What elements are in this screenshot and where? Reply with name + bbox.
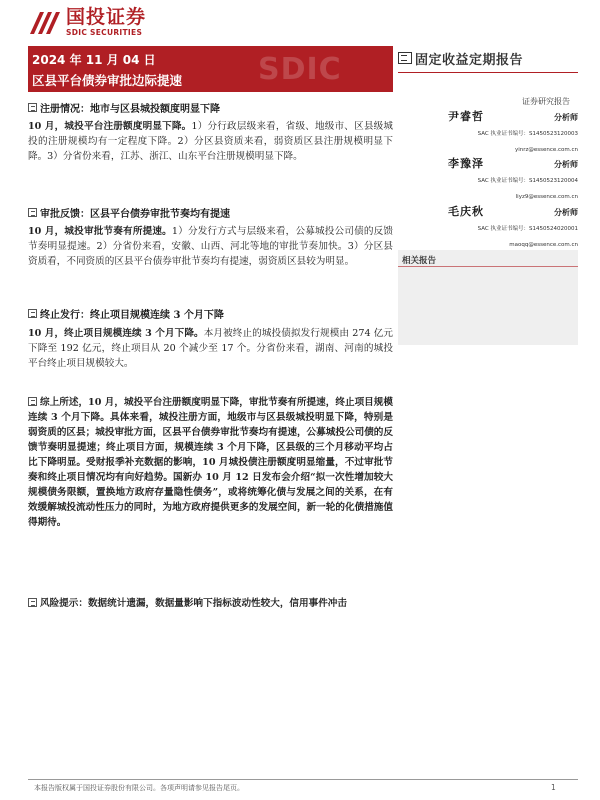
analyst-cert: SAC 执业证书编号：S1450523120004 <box>477 178 578 184</box>
analyst-name: 李豫泽 <box>448 157 484 170</box>
report-type-label: 固定收益定期报告 <box>415 52 524 68</box>
report-type-divider <box>398 72 578 73</box>
report-type-icon <box>398 52 412 64</box>
company-logo <box>28 7 198 37</box>
title-banner <box>28 46 393 92</box>
analyst-role: 分析师 <box>554 113 578 122</box>
risk-text: 风险提示：数据统计遗漏，数据量影响下指标波动性较大，信用事件冲击 <box>40 598 347 609</box>
analyst-card <box>448 108 578 153</box>
section-heading-text: 注册情况：地市与区县城投额度明显下降 <box>40 104 220 115</box>
paragraph-lead: 10 月，城投平台注册额度明显下降。 <box>28 121 192 132</box>
section-heading <box>28 100 220 115</box>
research-report-label: 证券研究报告 <box>522 97 570 106</box>
analyst-cert: SAC 执业证书编号：S1450523120003 <box>477 131 578 137</box>
paragraph-lead: 10 月，城投审批节奏有所提速。 <box>28 226 172 237</box>
section-heading-text: 审批反馈：区县平台债券审批节奏均有提速 <box>40 209 230 220</box>
analyst-role: 分析师 <box>554 160 578 169</box>
paragraph-body: 本月被终止的城投债拟发行规模由 274 亿元下降至 192 亿元，终止项目从 20 个减少至 17 个。分省份来看，湖南、河南的城投平台终止项目规模较大。 <box>28 328 393 369</box>
bullet-square-icon <box>28 598 37 607</box>
analyst-cert: SAC 执业证书编号：S1450524020001 <box>477 226 578 232</box>
analyst-email[interactable]: liyz9@essence.com.cn <box>515 194 578 200</box>
related-reports-title: 相关报告 <box>402 256 437 266</box>
section-paragraph <box>28 224 393 269</box>
section-paragraph <box>28 119 393 164</box>
summary-paragraph <box>28 395 393 530</box>
bullet-square-icon <box>28 397 37 406</box>
analyst-email[interactable]: yinrz@essence.com.cn <box>514 147 578 153</box>
bullet-square-icon <box>28 208 37 217</box>
section-heading-text: 终止发行：终止项目规模连续 3 个月下降 <box>40 310 224 321</box>
analyst-card <box>448 155 578 200</box>
analyst-name: 尹睿哲 <box>448 110 484 123</box>
banner-watermark: SDIC <box>258 52 342 87</box>
footer-disclaimer: 本报告版权属于国投证券股份有限公司。各项声明请参见报告尾页。 <box>34 784 244 792</box>
logo-chinese-name: 国投证券 <box>66 5 147 28</box>
section-paragraph <box>28 326 393 371</box>
report-type-header <box>398 46 578 70</box>
logo-english-name: SDIC SECURITIES <box>66 27 143 37</box>
related-reports-divider <box>398 266 578 267</box>
section-heading <box>28 306 224 321</box>
report-title: 区县平台债券审批边际提速 <box>32 73 183 88</box>
logo-mark-icon <box>28 8 62 36</box>
paragraph-lead: 10 月，终止项目规模连续 3 个月下降。 <box>28 328 204 339</box>
analyst-email[interactable]: maoqq@essence.com.cn <box>509 242 578 248</box>
analyst-name: 毛庆秋 <box>448 205 484 218</box>
summary-text: 综上所述，10 月，城投平台注册额度明显下降，审批节奏有所提速，终止项目规模连续 3 个月下降。具体来看，城投注册方面，地级市与区县级城投明显下降，特别是弱资质的区县；城投审批方面，区县平台债券审批节奏均有提速，公募城投公司债的反馈节奏明显提速；终止项目方面，规模连续 3 个月下降，区县级的三个月移动平均占比下降明显。受财报季补充数据的影响，10 月城投债注册额度明显缩量，不过审批节奏和终止项目情况均有向好趋势。国新办 10 月 12 日发布会介绍“拟一次性增加较大规模债务限额，置换地方政府存量隐性债务”，或将统筹化债与发展之间的关系，在有效缓解城投流动性压力的同时，为地方政府提供更多的发展空间，新一轮的化债措施值得期待。 <box>28 397 393 528</box>
analyst-card <box>448 203 578 248</box>
section-heading <box>28 205 230 220</box>
bullet-square-icon <box>28 309 37 318</box>
page-number: 1 <box>551 783 556 792</box>
related-reports-box <box>398 250 578 345</box>
paragraph-body: 1）分发行方式与层级来看，公募城投公司债的反馈节奏明显提速。2）分省份来看，安徽、山西、河北等地的审批节奏加快。3）分区县资质看，不同资质的区县平台债券审批节奏均有提速，弱资质区县较为明显。 <box>28 226 393 267</box>
report-date: 2024 年 11 月 04 日 <box>32 53 156 67</box>
analyst-role: 分析师 <box>554 208 578 217</box>
risk-paragraph <box>28 596 393 611</box>
paragraph-body: 1）分行政层级来看，省级、地级市、区县级城投的注册规模均有一定程度下降。2）分区县资质来看，弱资质区县注册规模明显下降。3）分省份来看，江苏、浙江、山东平台注册规模明显下降。 <box>28 121 393 162</box>
bullet-square-icon <box>28 103 37 112</box>
footer-divider <box>28 779 578 780</box>
